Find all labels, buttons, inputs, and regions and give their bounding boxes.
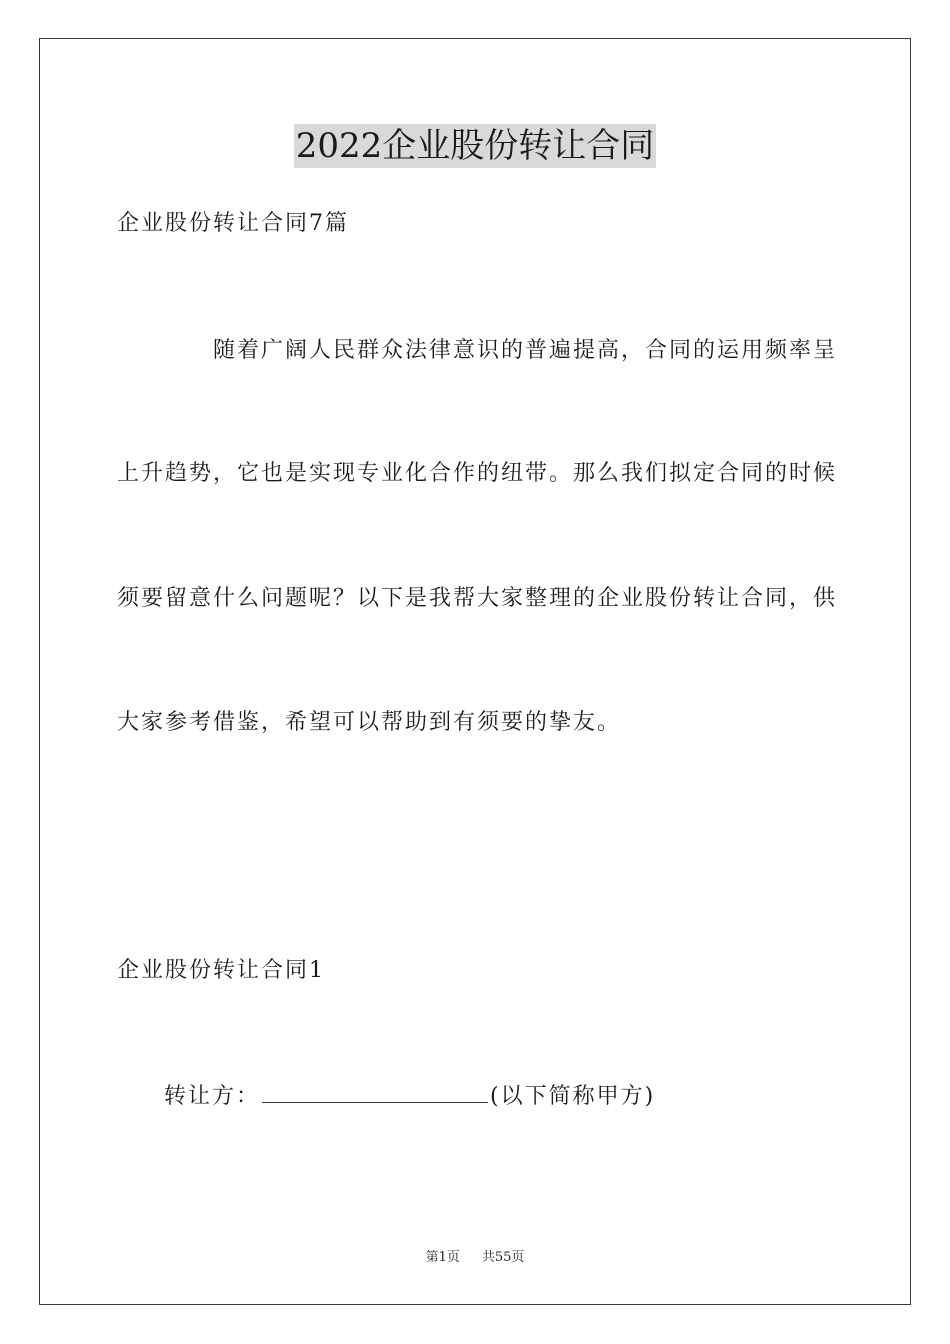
transferor-note: (以下简称甲方)	[490, 1084, 656, 1109]
transferor-blank-field[interactable]	[262, 1080, 488, 1103]
document-subtitle: 企业股份转让合同7篇	[117, 211, 349, 236]
intro-line-4: 大家参考借鉴，希望可以帮助到有须要的挚友。	[117, 710, 622, 735]
document-title: 2022企业股份转让合同	[295, 126, 655, 166]
title-container	[0, 124, 950, 168]
page-number: 第1页	[425, 1250, 460, 1265]
intro-line-2: 上升趋势，它也是实现专业化合作的纽带。那么我们拟定合同的时候	[117, 461, 838, 486]
intro-line-1: 随着广阔人民群众法律意识的普遍提高，合同的运用频率呈	[213, 338, 838, 363]
page-total: 共55页	[481, 1250, 525, 1265]
section-heading: 企业股份转让合同1	[117, 958, 325, 983]
page-footer	[0, 1249, 950, 1267]
intro-line-3: 须要留意什么问题呢？以下是我帮大家整理的企业股份转让合同，供	[117, 586, 838, 611]
transferor-line	[164, 1080, 655, 1112]
transferor-label: 转让方：	[164, 1084, 261, 1109]
